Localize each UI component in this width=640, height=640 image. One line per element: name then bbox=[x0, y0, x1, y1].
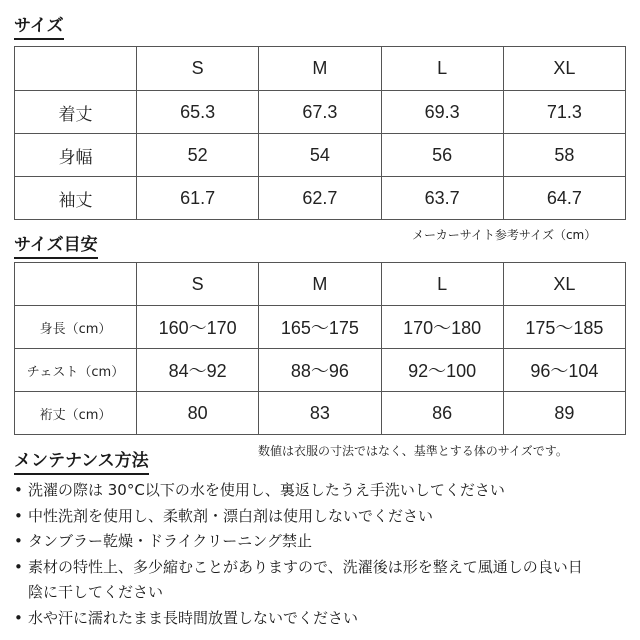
table-cell: 64.7 bbox=[503, 177, 625, 220]
guide-note: 数値は衣服の寸法ではなく、基準とする体のサイズです。 bbox=[258, 444, 568, 458]
header-cell-blank bbox=[15, 47, 137, 91]
guide-header-row bbox=[15, 263, 626, 306]
size-header-row bbox=[15, 47, 626, 91]
table-cell: 52 bbox=[137, 134, 259, 177]
table-cell: 56 bbox=[381, 134, 503, 177]
table-row bbox=[15, 177, 626, 220]
list-item: • 中性洗剤を使用し、柔軟剤・漂白剤は使用しないでください bbox=[14, 504, 634, 530]
table-cell: 69.3 bbox=[381, 91, 503, 134]
table-cell: 96～104 bbox=[503, 349, 625, 392]
list-item: • 水や汗に濡れたまま長時間放置しないでください bbox=[14, 606, 634, 632]
table-cell: 71.3 bbox=[503, 91, 625, 134]
table-row bbox=[15, 392, 626, 435]
guide-heading: サイズ目安 bbox=[14, 236, 98, 259]
size-note: メーカーサイト参考サイズ（cm） bbox=[412, 228, 597, 242]
header-cell-l: L bbox=[381, 47, 503, 91]
table-cell: 89 bbox=[503, 392, 625, 435]
row-label-height: 身長（cm） bbox=[15, 306, 137, 349]
row-label-width: 身幅 bbox=[15, 134, 137, 177]
header-cell-xl: XL bbox=[503, 47, 625, 91]
table-cell: 92～100 bbox=[381, 349, 503, 392]
row-label-length: 着丈 bbox=[15, 91, 137, 134]
size-table bbox=[14, 46, 626, 220]
table-cell: 58 bbox=[503, 134, 625, 177]
table-cell: 61.7 bbox=[137, 177, 259, 220]
table-row bbox=[15, 91, 626, 134]
table-row bbox=[15, 134, 626, 177]
table-cell: 62.7 bbox=[259, 177, 381, 220]
table-cell: 80 bbox=[137, 392, 259, 435]
header-cell-l: L bbox=[381, 263, 503, 306]
header-cell-xl: XL bbox=[503, 263, 625, 306]
care-list bbox=[14, 478, 634, 631]
table-cell: 54 bbox=[259, 134, 381, 177]
table-cell: 67.3 bbox=[259, 91, 381, 134]
table-cell: 65.3 bbox=[137, 91, 259, 134]
table-cell: 160～170 bbox=[137, 306, 259, 349]
header-cell-m: M bbox=[259, 47, 381, 91]
table-cell: 170～180 bbox=[381, 306, 503, 349]
care-heading: メンテナンス方法 bbox=[14, 452, 149, 475]
list-item: • 洗濯の際は 30°C以下の水を使用し、裏返したうえ手洗いしてください bbox=[14, 478, 634, 504]
table-row bbox=[15, 349, 626, 392]
table-cell: 83 bbox=[259, 392, 381, 435]
header-cell-blank bbox=[15, 263, 137, 306]
header-cell-s: S bbox=[137, 47, 259, 91]
size-heading: サイズ bbox=[14, 17, 64, 40]
guide-table bbox=[14, 262, 626, 435]
row-label-yuki: 裄丈（cm） bbox=[15, 392, 137, 435]
list-item: • タンブラー乾燥・ドライクリーニング禁止 bbox=[14, 529, 634, 555]
table-row bbox=[15, 306, 626, 349]
row-label-chest: チェスト（cm） bbox=[15, 349, 137, 392]
row-label-sleeve: 袖丈 bbox=[15, 177, 137, 220]
table-cell: 88～96 bbox=[259, 349, 381, 392]
table-cell: 84～92 bbox=[137, 349, 259, 392]
table-cell: 86 bbox=[381, 392, 503, 435]
table-cell: 175～185 bbox=[503, 306, 625, 349]
list-item: • 素材の特性上、多少縮むことがありますので、洗濯後は形を整えて風通しの良い日陰に干してください bbox=[14, 555, 588, 606]
header-cell-s: S bbox=[137, 263, 259, 306]
header-cell-m: M bbox=[259, 263, 381, 306]
table-cell: 165～175 bbox=[259, 306, 381, 349]
table-cell: 63.7 bbox=[381, 177, 503, 220]
